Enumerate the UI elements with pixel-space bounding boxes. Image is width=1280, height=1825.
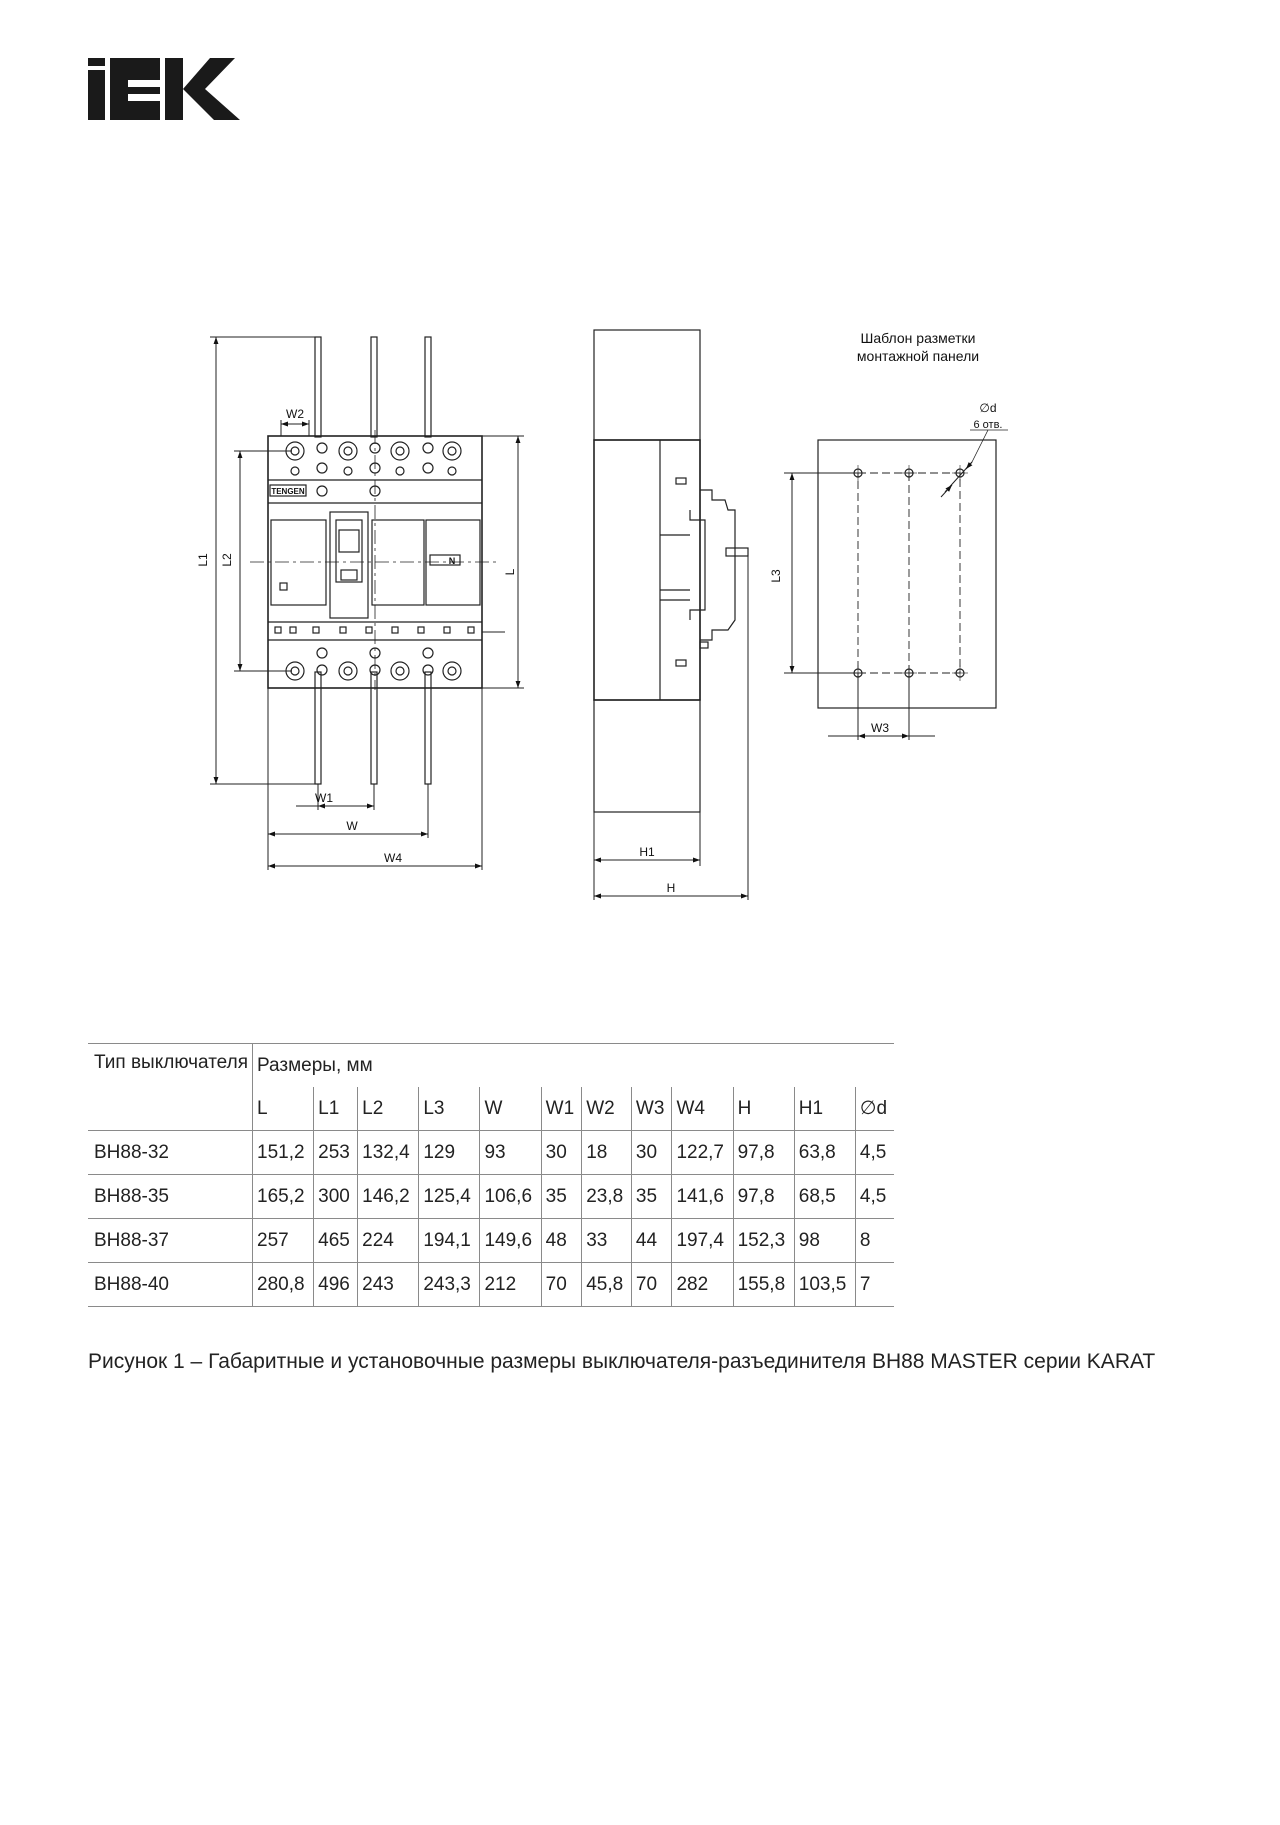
column-header: W3	[631, 1087, 672, 1131]
cell: 212	[480, 1263, 541, 1307]
cell: 141,6	[672, 1175, 733, 1219]
cell: 132,4	[358, 1131, 419, 1175]
cell: 70	[631, 1263, 672, 1307]
cell: 98	[794, 1219, 855, 1263]
cell: 103,5	[794, 1263, 855, 1307]
type-column-header: Тип выключателя	[88, 1044, 253, 1131]
cell: 129	[419, 1131, 480, 1175]
column-header: ∅d	[855, 1087, 894, 1131]
breaker-front-view	[250, 337, 500, 784]
dim-W2-label: W2	[286, 407, 304, 421]
cell: 243	[358, 1263, 419, 1307]
cell: 30	[631, 1131, 672, 1175]
cell: 243,3	[419, 1263, 480, 1307]
cell: 44	[631, 1219, 672, 1263]
dimensions-table	[88, 1043, 894, 1307]
cell: 122,7	[672, 1131, 733, 1175]
cell: 125,4	[419, 1175, 480, 1219]
dim-L2-label: L2	[220, 553, 234, 567]
cell: 496	[314, 1263, 358, 1307]
dim-W3-label: W3	[871, 721, 889, 735]
cell: 253	[314, 1131, 358, 1175]
breaker-side-view	[594, 330, 748, 812]
table-header-row	[88, 1044, 894, 1088]
cell: 197,4	[672, 1219, 733, 1263]
cell: 149,6	[480, 1219, 541, 1263]
row-type: ВН88-32	[88, 1131, 253, 1175]
table-row	[88, 1131, 894, 1175]
dim-L3-label: L3	[769, 569, 783, 583]
tengen-plate: TENGEN	[271, 487, 305, 496]
cell: 465	[314, 1219, 358, 1263]
cell: 33	[582, 1219, 632, 1263]
cell: 194,1	[419, 1219, 480, 1263]
row-type: ВН88-40	[88, 1263, 253, 1307]
cell: 45,8	[582, 1263, 632, 1307]
cell: 165,2	[253, 1175, 314, 1219]
hole-diameter-label: ∅d	[979, 401, 997, 415]
table-row	[88, 1219, 894, 1263]
column-header: H1	[794, 1087, 855, 1131]
dim-L-label: L	[503, 568, 517, 576]
cell: 48	[541, 1219, 582, 1263]
mounting-template	[818, 430, 1008, 708]
cell: 97,8	[733, 1175, 794, 1219]
sizes-column-header: Размеры, мм	[253, 1044, 895, 1088]
cell: 4,5	[855, 1175, 894, 1219]
cell: 7	[855, 1263, 894, 1307]
cell: 4,5	[855, 1131, 894, 1175]
cell: 257	[253, 1219, 314, 1263]
column-header: W1	[541, 1087, 582, 1131]
column-header: W2	[582, 1087, 632, 1131]
figure-caption: Рисунок 1 – Габаритные и установочные размеры выключателя-разъединителя ВН88 MASTER серии KARAT	[88, 1350, 1156, 1373]
dim-W1-label: W1	[315, 791, 333, 805]
cell: 35	[631, 1175, 672, 1219]
dim-H1-label: H1	[639, 845, 655, 859]
table-row	[88, 1175, 894, 1219]
dim-W-label: W	[346, 819, 358, 833]
template-title-line1: Шаблон разметки	[860, 330, 976, 346]
cell: 152,3	[733, 1219, 794, 1263]
hole-count-label: 6 отв.	[973, 419, 1003, 431]
cell: 23,8	[582, 1175, 632, 1219]
row-type: ВН88-35	[88, 1175, 253, 1219]
column-header: L1	[314, 1087, 358, 1131]
cell: 68,5	[794, 1175, 855, 1219]
cell: 106,6	[480, 1175, 541, 1219]
column-header: W	[480, 1087, 541, 1131]
neutral-mark: N	[448, 556, 456, 566]
cell: 70	[541, 1263, 582, 1307]
column-header: H	[733, 1087, 794, 1131]
cell: 155,8	[733, 1263, 794, 1307]
cell: 93	[480, 1131, 541, 1175]
dim-W4-label: W4	[384, 851, 402, 865]
cell: 18	[582, 1131, 632, 1175]
table-row	[88, 1263, 894, 1307]
dim-H-label: H	[666, 881, 676, 895]
cell: 30	[541, 1131, 582, 1175]
cell: 224	[358, 1219, 419, 1263]
cell: 97,8	[733, 1131, 794, 1175]
cell: 280,8	[253, 1263, 314, 1307]
column-header: L2	[358, 1087, 419, 1131]
column-header: L	[253, 1087, 314, 1131]
template-title-line2: монтажной панели	[856, 348, 980, 364]
dim-L1-label: L1	[196, 553, 210, 567]
cell: 151,2	[253, 1131, 314, 1175]
cell: 146,2	[358, 1175, 419, 1219]
cell: 35	[541, 1175, 582, 1219]
column-header: W4	[672, 1087, 733, 1131]
cell: 300	[314, 1175, 358, 1219]
cell: 282	[672, 1263, 733, 1307]
cell: 8	[855, 1219, 894, 1263]
row-type: ВН88-37	[88, 1219, 253, 1263]
column-header: L3	[419, 1087, 480, 1131]
cell: 63,8	[794, 1131, 855, 1175]
